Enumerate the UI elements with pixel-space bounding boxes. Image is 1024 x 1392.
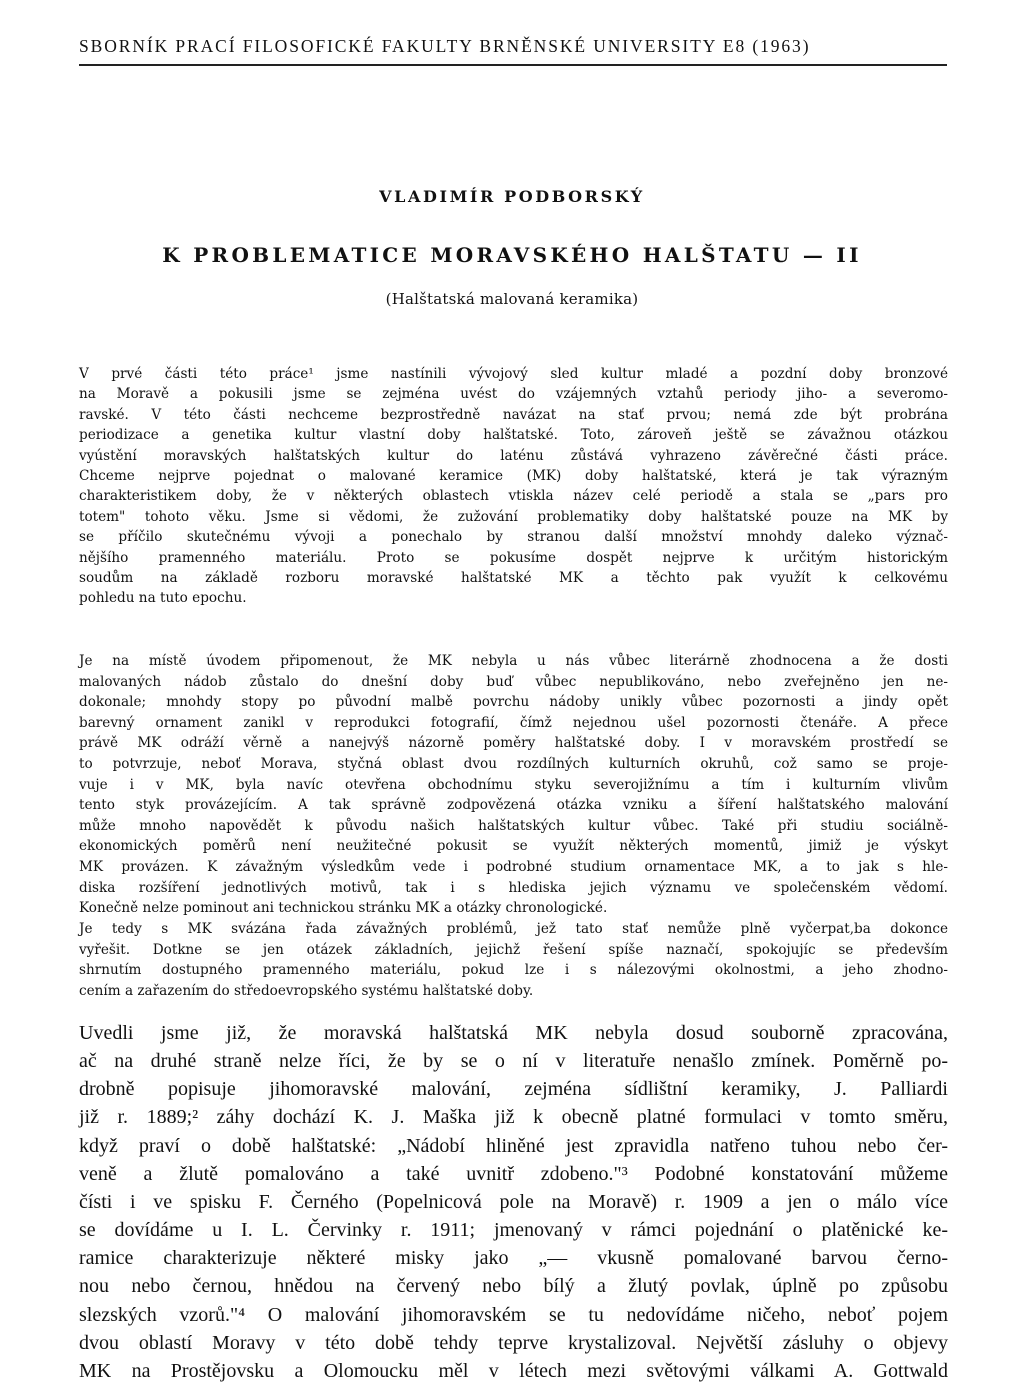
intro-paragraph-2 [79,919,948,1001]
abstract-line: totem" tohoto věku. Jsme si vědomi, že zužování problematiky doby halštatské pouze na MK by [79,508,948,525]
body-line: veně a žlutě pomalováno a také uvnitř zdobeno."³ Podobné konstatování můžeme [79,1162,948,1185]
abstract-line: charakteristikem doby, že v některých oblastech vtiskla název celé periodě a stala se „pars pro [79,488,948,505]
abstract-line: pohledu na tuto epochu. [79,590,247,607]
body-line: se dovídáme u I. L. Červinky r. 1911; jmenovaný v rámci pojednání o platěnické ke- [79,1219,948,1242]
intro-line: dokonale; mnohdy stopy po původní malbě povrchu nádoby unikly vůbec pozornosti a jindy opět [79,694,948,711]
body-line: slezských vzorů."⁴ O malování jihomoravském se tu nedovídáme ničeho, neboť pojem [79,1303,948,1326]
intro-line: tento styk provázejícím. A tak správně zodpovězená otázka vzniku a šíření halštatského malování [79,797,948,814]
body-line: čísti i ve spisku F. Černého (Popelnicová pole na Moravě) r. 1909 a jen o málo více [79,1190,948,1213]
header-rule [79,64,947,66]
intro-line: barevný ornament zanikl v reprodukci fotografií, čímž nejednou ušel pozornosti čtenáře. A přece [79,714,948,731]
intro-line: právě MK odráží věrně a nanejvýš názorně poměry halštatské doby. I v moravském prostředí se [79,735,948,752]
body-line: již r. 1889;² záhy dochází K. J. Maška již k obecně platné formulaci v tomto směru, [79,1106,948,1129]
author-name: VLADIMÍR PODBORSKÝ [379,187,645,206]
intro-line: shrnutím dostupného pramenného materiálu, pokud lze i s nálezovými okolnostmi, a jeho zhodno- [79,962,948,979]
running-head: SBORNÍK PRACÍ FILOSOFICKÉ FAKULTY BRNĚNSKÉ UNIVERSITY E8 (1963) [79,36,811,56]
intro-line: Je tedy s MK svázána řada závažných problémů, jež tato stať nemůže plně vyčerpat,ba dokonce [79,921,948,937]
abstract-line: ravské. V této části nechceme bezprostředně navázat na stať prvou; nemá zde být probrána [79,406,948,423]
intro-line: Je na místě úvodem připomenout, že MK nebyla u nás vůbec literárně zhodnocena a že dosti [79,653,948,669]
body-line: ač na druhé straně nelze říci, že by se o ní v literatuře nenašlo zmínek. Poměrně po- [79,1050,948,1073]
body-line: když praví o době halštatské: „Nádobí hliněné jest zpravidla natřeno tuhou nebo čer- [79,1134,948,1157]
intro-line: ekonomických poměrů není neužitečné pokusit se využít některých momentů, jimiž je výskyt [79,838,948,855]
body-line: drobně popisuje jihomoravské malování, zejména sídlištní keramiky, J. Palliardi [79,1078,948,1101]
intro-line: vyřešit. Dotkne se jen otázek základních, jejichž řešení spíše naznačí, spokojujíc se především [79,941,948,958]
intro-line: to potvrzuje, neboť Morava, styčná oblast dvou rozdílných kulturních okruhů, což samo se proje- [79,755,948,772]
intro-line: Konečně nelze pominout ani technickou stránku MK a otázky chronologické. [79,900,608,917]
intro-line: MK provázen. K závažným výsledkům vede i podrobné studium ornamentace MK, a to jak s hle- [79,858,948,875]
abstract-line: se příčilo skutečnému vývoji a ponechalo by stranou další množství mnohdy daleko význač- [79,529,948,546]
intro-line: vuje i v MK, byla navíc otevřena obchodnímu styku severojižnímu a tím i kulturním vlivům [79,776,948,793]
intro-paragraph [79,651,948,919]
body-line: dvou oblastí Moravy v této době tehdy teprve krystalizoval. Největší zásluhy o objevy [79,1331,948,1354]
abstract-line: na Moravě a pokusili jsme se zejména uvést do vzájemných vztahů periody jiho- a severomo- [79,386,948,403]
body-paragraph [79,1019,948,1385]
body-line: nou nebo černou, hnědou na červený nebo bílý a žlutý povlak, úplně po způsobu [79,1275,948,1298]
abstract-line: Chceme nejprve pojednat o malované keramice (MK) doby halštatské, která je tak výrazným [79,468,948,485]
abstract-line: nějšího pramenného materiálu. Proto se pokusíme dospět nejprve k určitým historickým [79,549,948,566]
article-title: K PROBLEMATICE MORAVSKÉHO HALŠTATU — II [162,243,862,267]
intro-line: cením a zařazením do středoevropského systému halštatské doby. [79,982,534,999]
abstract-line: vyústění moravských halštatských kultur do laténu zůstává vyhrazeno závěrečné části práce. [79,447,948,464]
abstract-line: periodizace a genetika kultur vlastní doby halštatské. Toto, zároveň ještě se závažnou otázkou [79,427,948,444]
article-subtitle: (Halštatská malovaná keramika) [385,290,639,308]
intro-line: malovaných nádob zůstalo do dnešní doby buď vůbec nepublikováno, nebo zveřejněno jen ne- [79,673,948,690]
body-line: ramice charakterizuje některé misky jako „— vkusně pomalované barvou černo- [79,1247,948,1270]
abstract-paragraph [79,364,948,609]
body-line: Uvedli jsme již, že moravská halštatská MK nebyla dosud souborně zpracována, [79,1022,948,1044]
intro-line: diska rozšíření jednotlivých motivů, tak i s hlediska jejich významu ve společenském vědomí. [79,879,948,896]
abstract-line: soudům na základě rozboru moravské halštatské MK a těchto pak využít k celkovému [79,570,948,587]
intro-line: může mnoho napovědět k původu našich halštatských kultur vůbec. Také při studiu sociálně- [79,817,948,834]
abstract-line: V prvé části této práce¹ jsme nastínili vývojový sled kultur mladé a pozdní doby bronzové [79,366,948,382]
body-line: MK na Prostějovsku a Olomoucku měl v létech mezi světovými válkami A. Gottwald [79,1359,948,1382]
